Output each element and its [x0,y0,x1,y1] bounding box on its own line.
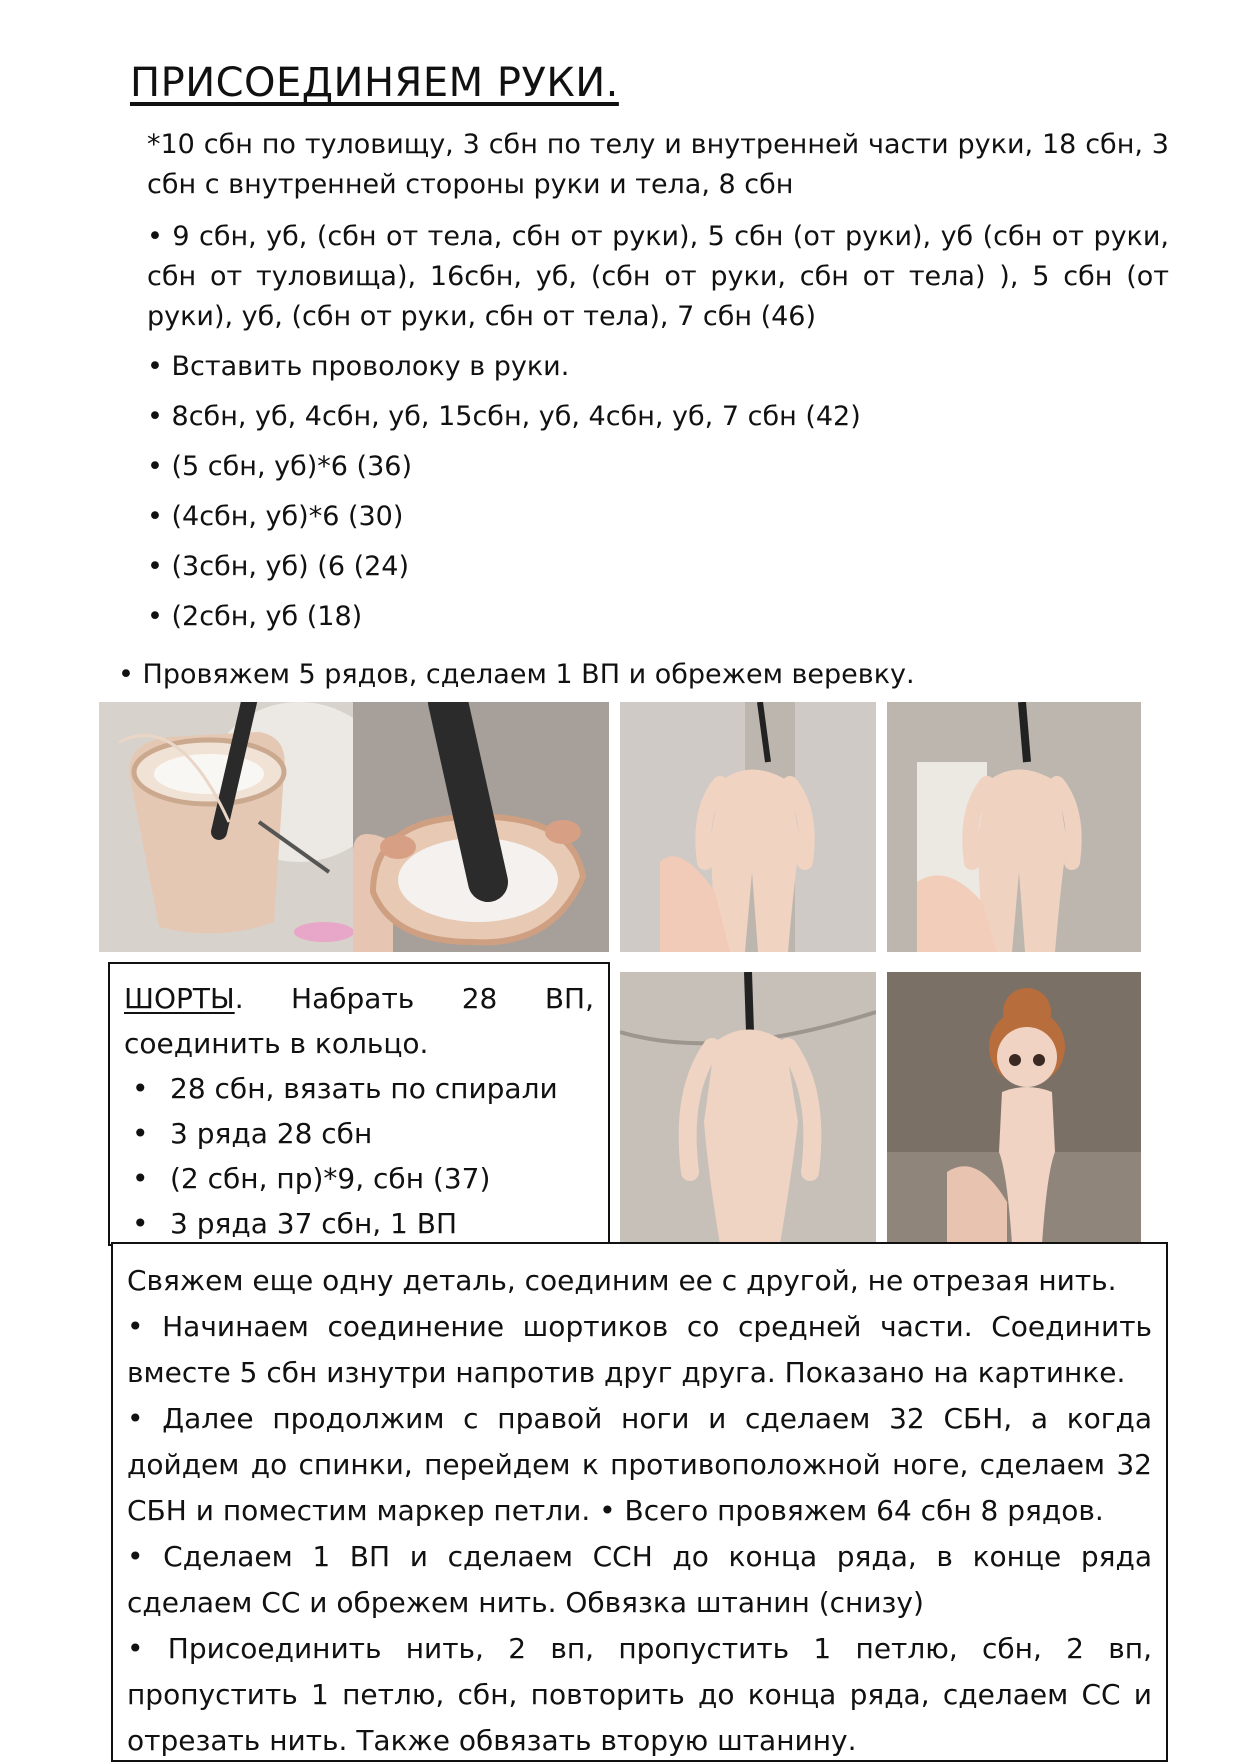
list-item: • 3 ряда 37 сбн, 1 ВП [132,1201,594,1246]
photo-doll-body-side [620,972,876,1244]
list-item: • 9 сбн, уб, (сбн от тела, сбн от руки), 5 сбн (от руки), уб (сбн от руки, сбн от туловища), 16сбн, уб, (сбн от руки, сбн от тела) ), 5 сбн (от руки), уб, (сбн от руки, сбн от тела), 7 сбн (46) [147,217,1169,337]
list-item: • (5 сбн, уб)*6 (36) [147,447,1169,487]
photo-doll-body-back [887,702,1141,952]
list-item: • Вставить проволоку в руки. [147,347,1169,387]
page-title: ПРИСОЕДИНЯЕМ РУКИ. [130,60,619,106]
photo-crochet-opening [99,702,353,952]
shorts-heading-rest: . Набрать 28 ВП, [234,982,594,1015]
photo-stuffing [353,702,609,952]
paragraph: Свяжем еще одну деталь, соединим ее с другой, не отрезая нить. [127,1264,1117,1297]
intro-text: *10 сбн по туловищу, 3 сбн по телу и внутренней части руки, 18 сбн, 3 сбн с внутренней стороны руки и тела, 8 сбн [147,129,1169,200]
list-item: • (2сбн, уб (18) [147,597,1169,637]
list-item: • (3сбн, уб) (6 (24) [147,547,1169,587]
shorts-heading-line [124,976,594,1021]
shorts-heading: ШОРТЫ [124,982,235,1015]
list-item: • (2 сбн, пр)*9, сбн (37) [132,1156,594,1201]
instruction-list [147,217,1169,647]
list-item: • 8сбн, уб, 4сбн, уб, 15сбн, уб, 4сбн, уб, 7 сбн (42) [147,397,1169,437]
shorts-line2: соединить в кольцо. [124,1027,429,1060]
paragraph: • Начинаем соединение шортиков со средней части. Соединить вместе 5 сбн изнутри напротив друг друга. Показано на картинке. [127,1310,1152,1389]
list-item: • (4сбн, уб)*6 (30) [147,497,1169,537]
photo-doll-body-front [620,702,876,952]
shorts-list [124,1066,594,1246]
paragraph: • Далее продолжим с правой ноги и сделаем 32 СБН, а когда дойдем до спинки, перейдем к противоположной ноге, сделаем 32 СБН и поместим маркер петли. • Всего провяжем 64 сбн 8 рядов. [127,1402,1152,1527]
photo-finished-doll [887,972,1141,1244]
final-instruction: • Провяжем 5 рядов, сделаем 1 ВП и обрежем веревку. [118,659,915,690]
paragraph: • Сделаем 1 ВП и сделаем ССН до конца ряда, в конце ряда сделаем СС и обрежем нить. Обвязка штанин (снизу) [127,1540,1152,1619]
instructions-box [111,1242,1168,1762]
list-item: • 3 ряда 28 сбн [132,1111,594,1156]
list-item: • 28 сбн, вязать по спирали [132,1066,594,1111]
shorts-box [108,962,610,1246]
paragraph: • Присоединить нить, 2 вп, пропустить 1 петлю, сбн, 2 вп, пропустить 1 петлю, сбн, повторить до конца ряда, сделаем СС и отрезать нить. Также обвязать вторую штанину. [127,1632,1152,1757]
